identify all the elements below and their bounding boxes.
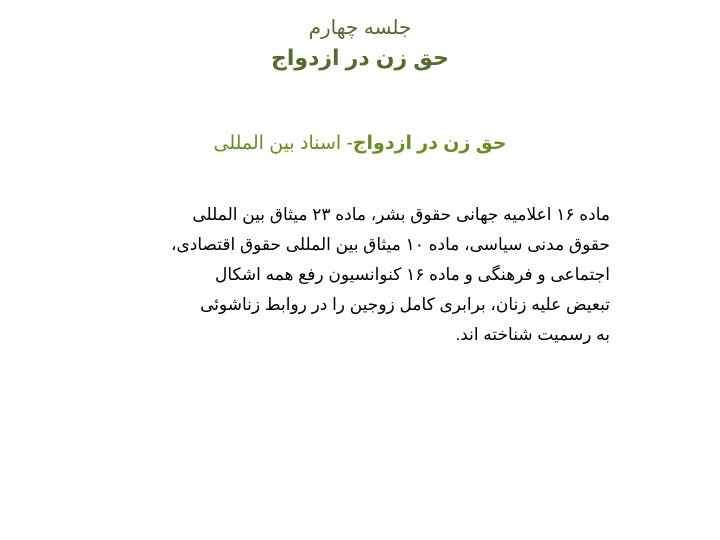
subheading-bold: حق زن در ازدواج bbox=[352, 133, 507, 154]
body-line: ماده ۱۶ اعلامیه جهانی حقوق بشر، ماده ۲۳ میثاق بین المللی bbox=[192, 205, 610, 224]
slide-title: حق زن در ازدواج bbox=[271, 45, 449, 70]
subheading bbox=[0, 130, 720, 158]
title-block bbox=[0, 14, 720, 74]
session-label: جلسه چهارم bbox=[308, 17, 412, 39]
body-line: به رسمیت شناخته اند. bbox=[455, 325, 610, 344]
body-line: حقوق مدنی سیاسی، ماده ۱۰ میثاق بین المللی حقوق اقتصادی، bbox=[170, 235, 610, 254]
body-line: اجتماعی و فرهنگی و ماده ۱۶ کنوانسیون رفع همه اشکال bbox=[215, 265, 610, 284]
body-line: تبعیض علیه زنان، برابری کامل زوجین را در روابط زناشوئی bbox=[200, 295, 610, 314]
body-paragraph bbox=[105, 200, 610, 350]
subheading-rest: - اسناد بین المللی bbox=[213, 133, 353, 154]
